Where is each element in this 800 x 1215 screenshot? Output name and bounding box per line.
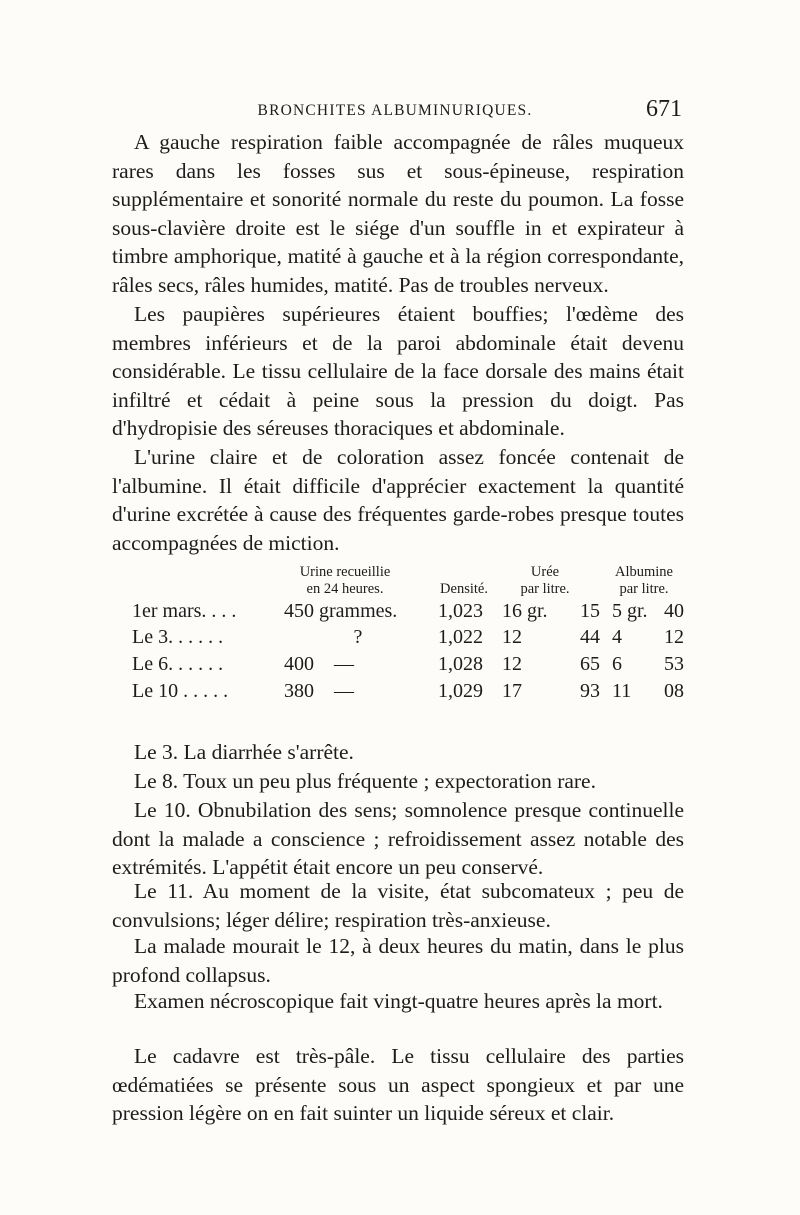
cell-urine: 380 — — [284, 680, 354, 702]
cell-urine: 450 grammes. — [284, 600, 398, 622]
paragraph-le-3: Le 3. La diarrhée s'arrête. — [134, 740, 354, 764]
cell-albumine-decimal: 53 — [664, 653, 684, 675]
paragraph-le-8: Le 8. Toux un peu plus fréquente ; expectoration rare. — [134, 769, 596, 793]
cell-uree-integer: 12 — [502, 626, 522, 648]
page-number: 671 — [646, 96, 682, 122]
cell-date: Le 10 . . . . . — [132, 680, 229, 702]
cell-densite: 1,029 — [438, 680, 483, 702]
cell-urine: 400 — — [284, 653, 354, 675]
paragraph-examen: Examen nécroscopique fait vingt-quatre heures après la mort. — [134, 989, 663, 1013]
paragraph-urine: L'urine claire et de coloration assez foncée contenait de l'albumine. Il était difficile d'apprécier exactement la quantité d'urine excrétée à cause des fréquentes garde-robes presque toutes accompagnées de miction. — [112, 445, 684, 555]
column-header-albumine: Albumine par litre. — [615, 564, 673, 597]
paragraph-le-11: Le 11. Au moment de la visite, état subcomateux ; peu de convulsions; léger délire; respiration très-anxieuse. — [112, 879, 684, 932]
cell-date: Le 6. . . . . . — [132, 653, 224, 675]
paragraph-left-respiration: A gauche respiration faible accompagnée de râles muqueux rares dans les fosses sus et sous-épineuse, respiration supplémentaire et sonorité normale du reste du poumon. La fosse sous-clavière droite est le siége d'un souffle in et expirateur à timbre amphorique, matité à gauche et à la région correspondante, râles secs, râles humides, matité. Pas de troubles nerveux. — [112, 130, 684, 297]
cell-uree-decimal: 15 — [580, 600, 600, 622]
cell-albumine-decimal: 08 — [664, 680, 684, 702]
cell-uree-decimal: 65 — [580, 653, 600, 675]
column-header-densite: Densité. — [440, 581, 488, 597]
cell-uree-decimal: 93 — [580, 680, 600, 702]
cell-urine: ? — [353, 626, 363, 648]
cell-albumine-integer: 5 gr. — [612, 600, 648, 622]
cell-uree-integer: 12 — [502, 653, 522, 675]
cell-albumine-integer: 6 — [612, 653, 622, 675]
cell-uree-integer: 16 gr. — [502, 600, 548, 622]
cell-uree-decimal: 44 — [580, 626, 600, 648]
cell-densite: 1,022 — [438, 626, 483, 648]
cell-date: Le 3. . . . . . — [132, 626, 224, 648]
page-header — [108, 96, 682, 126]
paragraph-cadavre: Le cadavre est très-pâle. Le tissu cellulaire des parties œdématiées se présente sous un aspect spongieux et par une pression légère on en fait suinter un liquide séreux et clair. — [112, 1044, 684, 1126]
running-head: BRONCHITES ALBUMINURIQUES. — [257, 102, 533, 119]
paragraph-death: La malade mourait le 12, à deux heures du matin, dans le plus profond collapsus. — [112, 934, 684, 987]
cell-densite: 1,028 — [438, 653, 483, 675]
paragraph-le-10: Le 10. Obnubilation des sens; somnolence presque continuelle dont la malade a conscience ; refroidissement assez notable des extrémités. L'appétit était encore un peu conservé. — [112, 798, 684, 880]
cell-albumine-integer: 4 — [612, 626, 622, 648]
cell-albumine-integer: 11 — [612, 680, 632, 702]
cell-albumine-decimal: 12 — [664, 626, 684, 648]
column-header-urine: Urine recueillie en 24 heures. — [299, 564, 391, 597]
cell-densite: 1,023 — [438, 600, 483, 622]
paragraph-paupieres: Les paupières supérieures étaient bouffies; l'œdème des membres inférieurs et de la paroi abdominale était devenu considérable. Le tissu cellulaire de la face dorsale des mains était infiltré et cédait à peine sous la pression du doigt. Pas d'hydropisie des séreuses thoraciques et abdominale. — [112, 302, 684, 441]
cell-albumine-decimal: 40 — [664, 600, 684, 622]
column-header-uree: Urée par litre. — [520, 564, 570, 597]
cell-date: 1er mars. . . . — [132, 600, 237, 622]
cell-uree-integer: 17 — [502, 680, 522, 702]
